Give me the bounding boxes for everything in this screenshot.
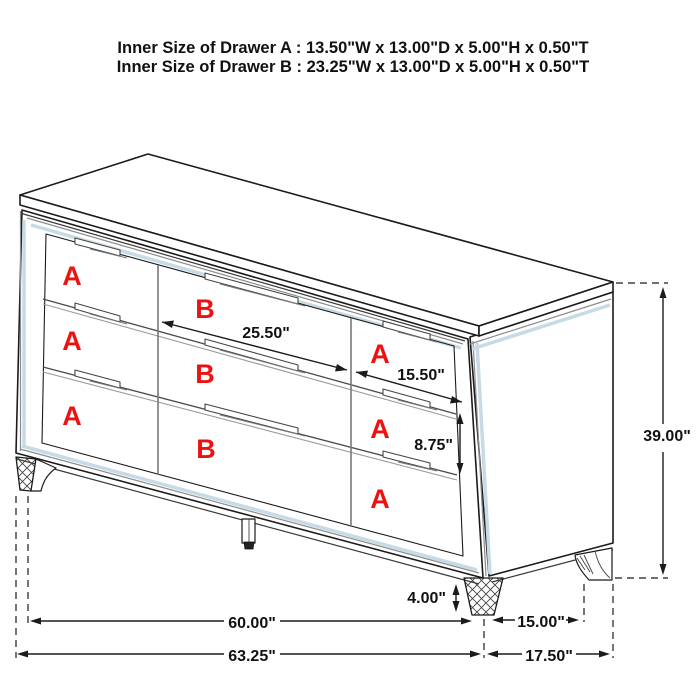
dim-text-17-50: 17.50" [525,648,573,665]
dim-text-15-00: 15.00" [517,614,565,631]
title-block [117,39,589,76]
label-drawer-a-left-1: A [62,261,82,291]
label-drawer-a-left-2: A [62,326,82,356]
label-drawer-b-1: B [195,294,215,324]
label-drawer-a-right-1: A [370,339,390,369]
dim-text-4-00: 4.00" [407,590,446,607]
label-drawer-a-left-3: A [62,401,82,431]
dim-text-63-25: 63.25" [228,648,276,665]
label-drawer-b-3: B [196,434,216,464]
drawer-a-size-note: Inner Size of Drawer A : 13.50"W x 13.00"D x 5.00"H x 0.50"T [117,39,589,57]
middle-back-leg [242,519,255,543]
side-panel [470,292,613,576]
dim-text-8-75: 8.75" [414,437,453,454]
dim-text-25-50: 25.50" [242,325,290,342]
drawer-b-size-note: Inner Size of Drawer B : 23.25"W x 13.00"D x 5.00"H x 0.50"T [116,58,590,76]
dim-text-15-50: 15.50" [397,367,445,384]
middle-back-leg-foot [244,542,254,549]
label-drawer-b-2: B [195,359,215,389]
dim-text-39-00: 39.00" [643,428,691,445]
label-drawer-a-right-2: A [370,414,390,444]
dim-text-60-00: 60.00" [228,615,276,632]
label-drawer-a-right-3: A [370,484,390,514]
